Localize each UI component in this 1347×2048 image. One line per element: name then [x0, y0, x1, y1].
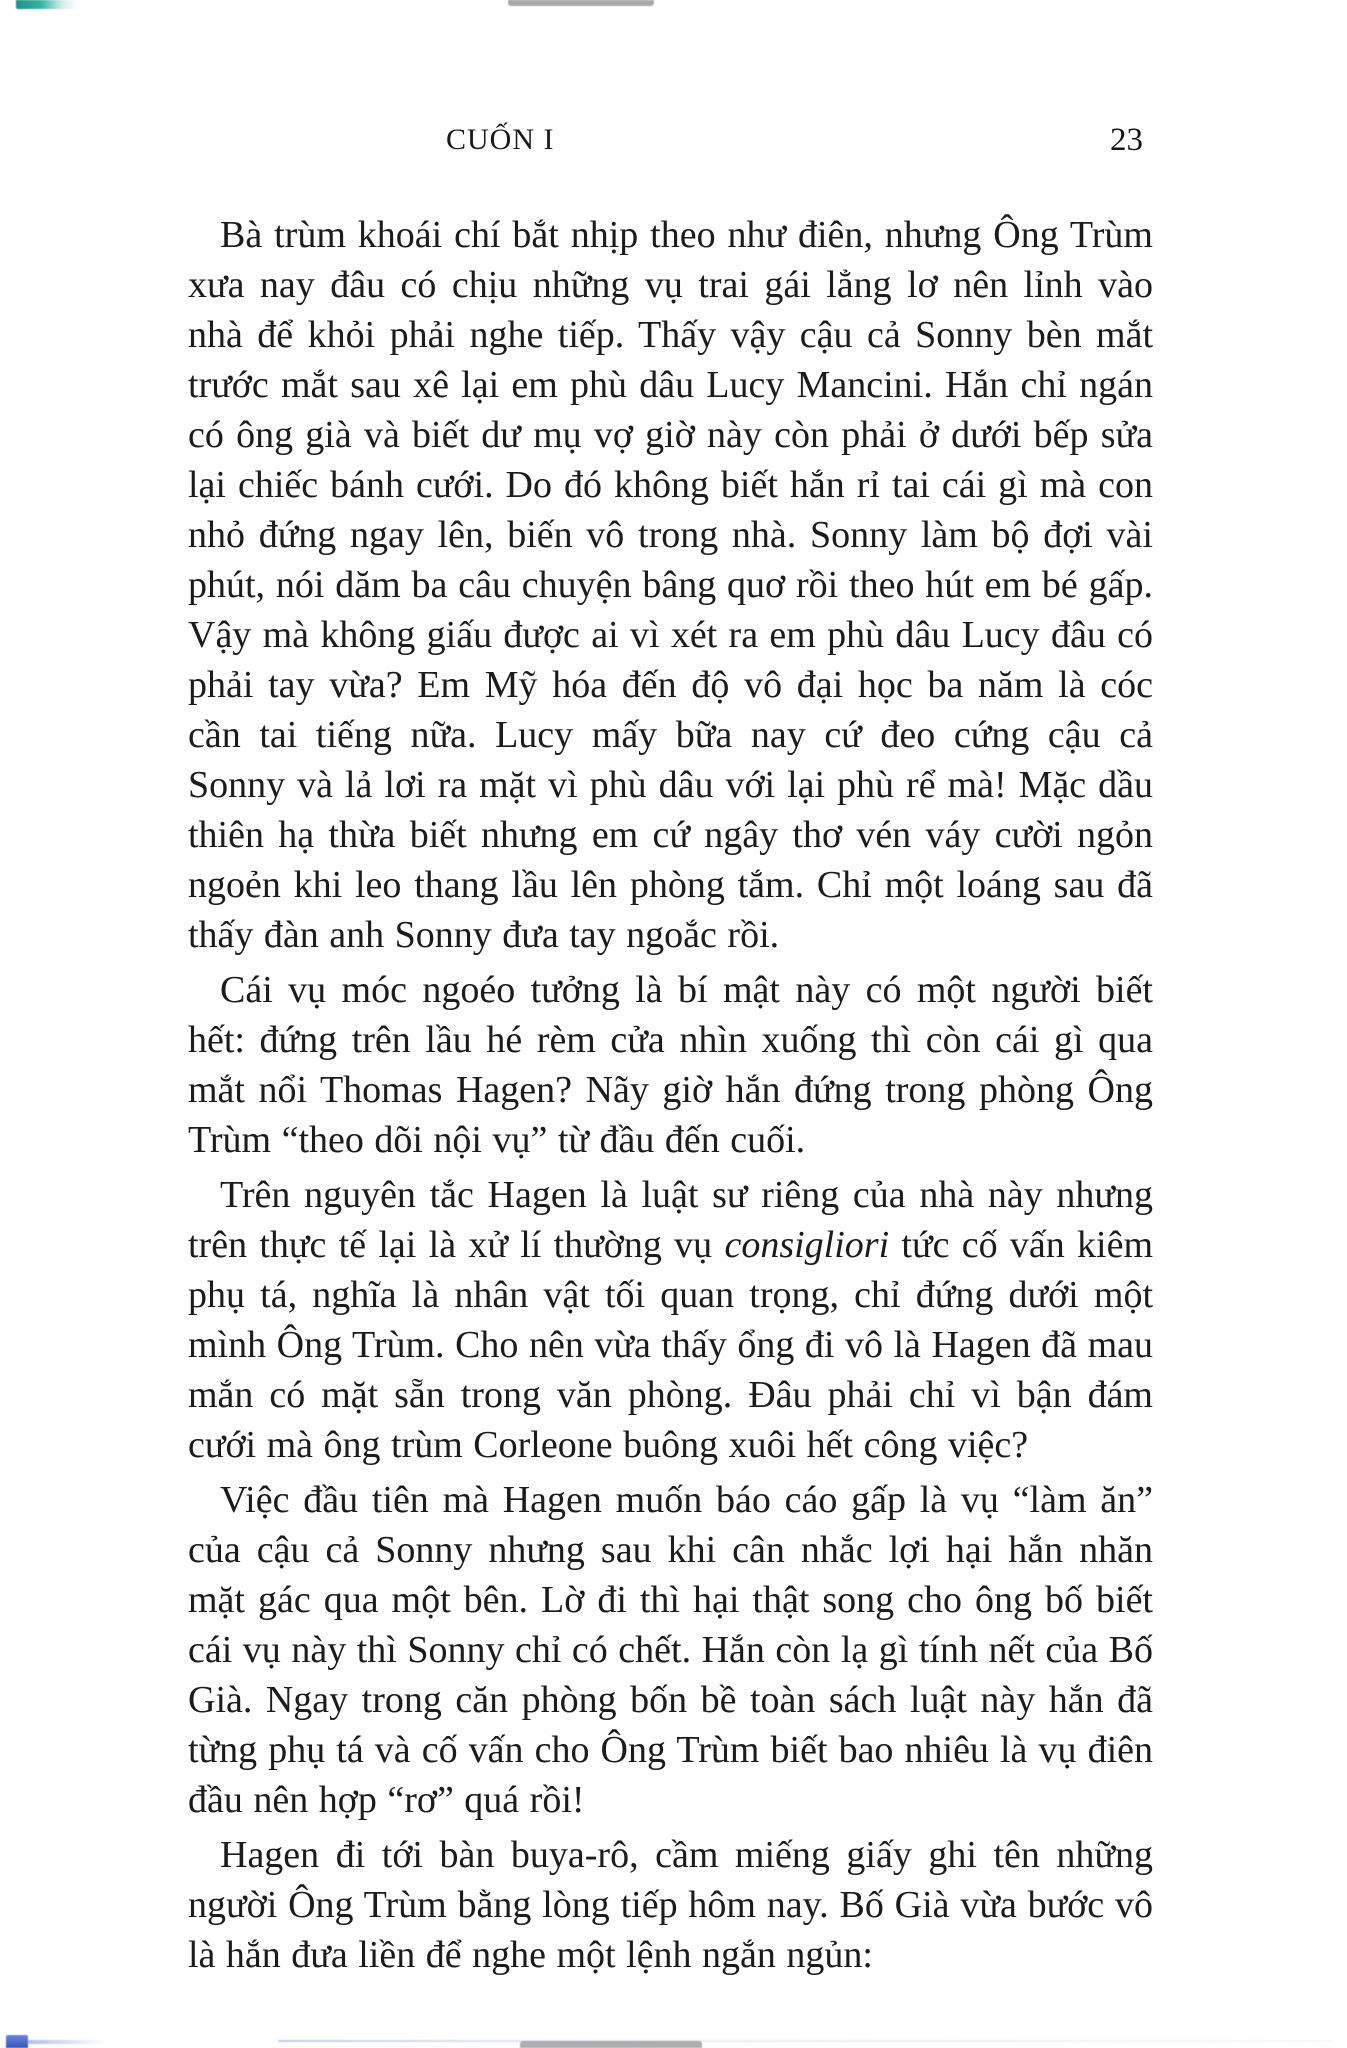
- scan-smudge-top-left: [16, 0, 78, 9]
- body-paragraph-2: Cái vụ móc ngoéo tưởng là bí mật này có một người biết hết: đứng trên lầu hé rèm cửa nhìn xuống thì còn cái gì qua mắt nổi Thomas Hagen? Nãy giờ hắn đứng trong phòng Ông Trùm “theo dõi nội vụ” từ đầu đến cuối.: [188, 969, 1153, 1161]
- scan-smudge-bottom-left: [6, 2035, 28, 2048]
- running-header: [0, 118, 1347, 162]
- body-paragraph-3: [188, 1170, 1153, 1470]
- body-paragraph-5: Hagen đi tới bàn buya-rô, cầm miếng giấy ghi tên những người Ông Trùm bằng lòng tiếp hôm nay. Bố Già vừa bước vô là hắn đưa liền để nghe một lệnh ngắn ngủn:: [188, 1834, 1153, 1976]
- page-number: 23: [1110, 122, 1143, 158]
- text-block: [188, 210, 1153, 1985]
- section-title: CUỐN I: [446, 123, 555, 156]
- body-paragraph-4: Việc đầu tiên mà Hagen muốn báo cáo gấp là vụ “làm ăn” của cậu cả Sonny nhưng sau khi cân nhắc lợi hại hắn nhăn mặt gác qua một bên. Lờ đi thì hại thật song cho ông bố biết cái vụ này thì Sonny chỉ có chết. Hắn còn lạ gì tính nết của Bố Già. Ngay trong căn phòng bốn bề toàn sách luật này hắn đã từng phụ tá và cố vấn cho Ông Trùm biết bao nhiêu là vụ điên đầu nên hợp “rơ” quá rồi!: [188, 1479, 1153, 1821]
- scan-bar-top: [508, 0, 654, 6]
- italic-term-consigliori: consigliori: [724, 1224, 890, 1266]
- paragraph-text-after-italic: tức cố vấn kiêm phụ tá, nghĩa là nhân vật tối quan trọng, chỉ đứng dưới một mình Ông Trùm. Cho nên vừa thấy ổng đi vô là Hagen đã mau mắn có mặt sẵn trong văn phòng. Đâu phải chỉ vì bận đám cưới mà ông trùm Corleone buông xuôi hết công việc?: [188, 1224, 1154, 1466]
- paragraph-text-before-italic: Trên nguyên tắc Hagen là luật sư riêng của nhà này nhưng trên thực tế lại là xử lí thường vụ: [188, 1174, 1153, 1266]
- scan-bar-bottom: [520, 2041, 702, 2048]
- body-paragraph-1: Bà trùm khoái chí bắt nhịp theo như điên, nhưng Ông Trùm xưa nay đâu có chịu những vụ trai gái lẳng lơ nên lỉnh vào nhà để khỏi phải nghe tiếp. Thấy vậy cậu cả Sonny bèn mắt trước mắt sau xê lại em phù dâu Lucy Mancini. Hắn chỉ ngán có ông già và biết dư mụ vợ giờ này còn phải ở dưới bếp sửa lại chiếc bánh cưới. Do đó không biết hắn rỉ tai cái gì mà con nhỏ đứng ngay lên, biến vô trong nhà. Sonny làm bộ đợi vài phút, nói dăm ba câu chuyện bâng quơ rồi theo hút em bé gấp. Vậy mà không giấu được ai vì xét ra em phù dâu Lucy đâu có phải tay vừa? Em Mỹ hóa đến độ vô đại học ba năm là cóc cần tai tiếng nữa. Lucy mấy bữa nay cứ đeo cứng cậu cả Sonny và lả lơi ra mặt vì phù dâu với lại phù rể mà! Mặc dầu thiên hạ thừa biết nhưng em cứ ngây thơ vén váy cười ngỏn ngoẻn khi leo thang lầu lên phòng tắm. Chỉ một loáng sau đã thấy đàn anh Sonny đưa tay ngoắc rồi.: [188, 214, 1153, 956]
- scan-smudge-bottom-left-trail: [27, 2040, 105, 2044]
- scan-hairline-bottom: [278, 2040, 1333, 2042]
